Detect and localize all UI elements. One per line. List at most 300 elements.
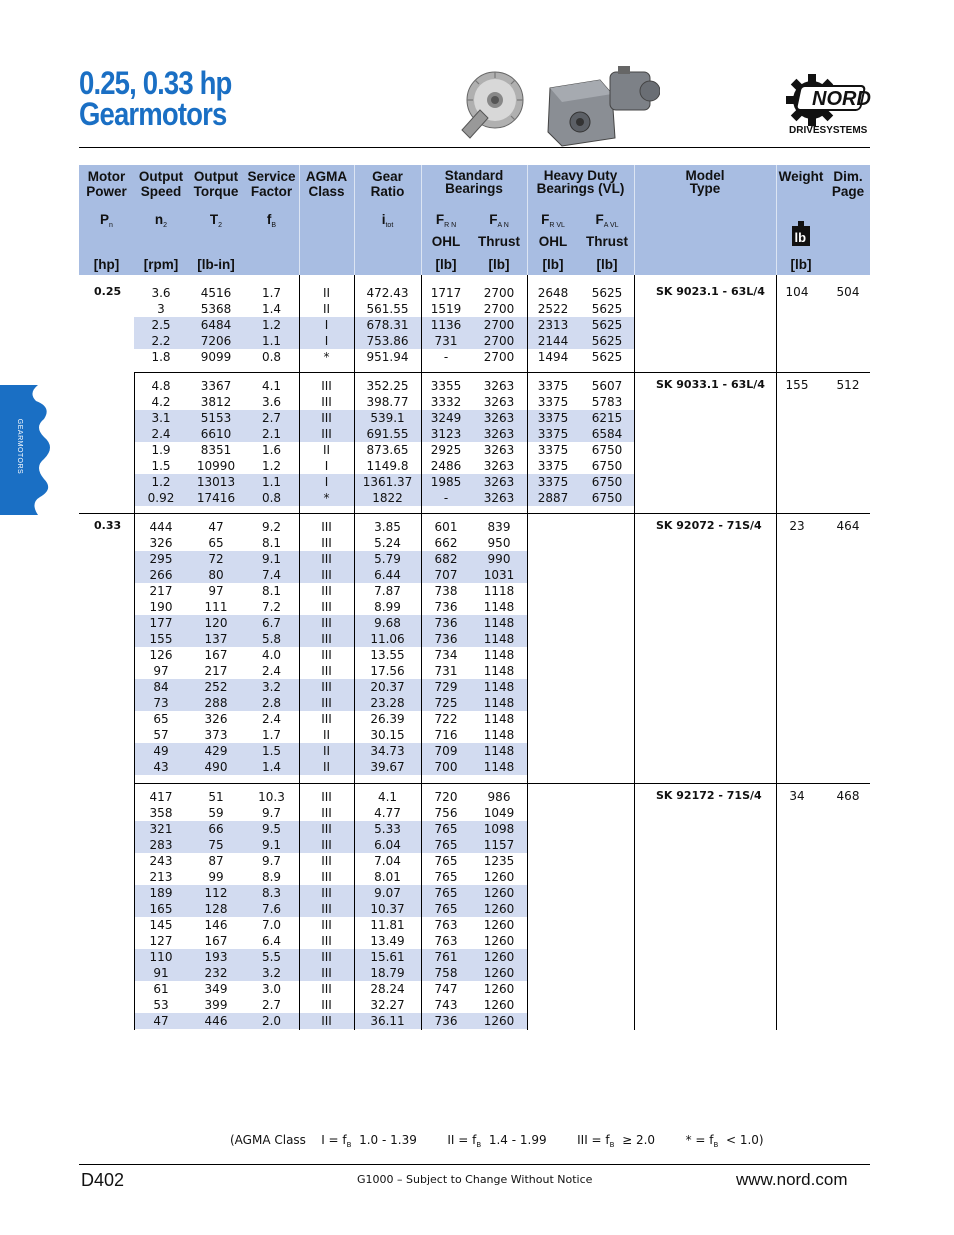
table-cell: 17416 [196,491,236,505]
symbol-itot: $i_{tot}$ [381,212,394,229]
header-weight: Weight [778,169,824,184]
table-cell: 99 [208,870,224,884]
table-cell: 7.04 [374,854,401,868]
table-cell: 352.25 [366,379,409,393]
table-cell: 18.79 [370,966,405,980]
dim-page-value: 468 [836,789,860,803]
table-cell: 321 [149,822,173,836]
table-cell: 429 [204,744,228,758]
table-cell: 0.8 [261,491,282,505]
table-cell: 1260 [483,902,515,916]
header-ohl-vl: OHL [538,234,568,249]
table-cell: 3375 [537,475,569,489]
bottom-rule [79,1164,870,1165]
table-cell: III [321,966,332,980]
weight-value: 34 [789,789,805,803]
table-cell: 2925 [430,443,462,457]
table-cell: 97 [208,584,224,598]
side-tab [12,395,26,505]
table-cell: 716 [434,728,458,742]
table-cell: 65 [153,712,169,726]
table-cell: 700 [434,760,458,774]
header-agma-class: AGMA Class [305,169,348,199]
table-cell: 1260 [483,886,515,900]
table-cell: 3.6 [151,286,171,300]
symbol-favl: $F_{A VL}$ [595,212,619,229]
weight-value: 155 [785,378,809,392]
header-dim-page: Dim. Page [831,169,865,199]
table-cell: 1235 [483,854,515,868]
table-cell: 145 [149,918,173,932]
table-cell: 1.4 [261,760,282,774]
table-cell: 146 [204,918,228,932]
table-cell: 20.37 [370,680,405,694]
table-cell: 3123 [430,427,462,441]
table-cell: 17.56 [370,664,405,678]
table-cell: 5.8 [261,632,282,646]
table-cell: 731 [434,334,458,348]
table-cell: 399 [204,998,228,1012]
table-cell: 5.5 [261,950,282,964]
table-cell: 1.2 [261,459,282,473]
symbol-t2: $T_2$ [209,212,223,229]
table-cell: 1260 [483,982,515,996]
table-cell: 10990 [196,459,236,473]
table-cell: III [321,918,332,932]
table-cell: 417 [149,790,173,804]
table-cell: 326 [149,536,173,550]
table-cell: 4.8 [151,379,171,393]
table-cell: 6750 [591,443,623,457]
table-cell: 1148 [483,600,515,614]
table-cell: 5625 [591,302,623,316]
table-cell: 1.5 [261,744,282,758]
table-cell: 1.9 [151,443,171,457]
table-cell: 65 [208,536,224,550]
page-title [79,65,337,132]
table-cell: III [321,870,332,884]
table-cell: 6750 [591,459,623,473]
table-cell: 8351 [200,443,232,457]
table-cell: 2313 [537,318,569,332]
table-cell: III [321,790,332,804]
table-cell: 5153 [200,411,232,425]
table-cell: 753.86 [366,334,409,348]
table-cell: III [321,998,332,1012]
table-cell: 765 [434,854,458,868]
table-cell: 126 [149,648,173,662]
table-cell: 3812 [200,395,232,409]
table-cell: 8.99 [374,600,401,614]
table-cell: 2.2 [151,334,171,348]
table-cell: 1031 [483,568,515,582]
table-cell: 2.8 [261,696,282,710]
column-divider [354,275,355,1030]
table-cell: 1118 [483,584,515,598]
table-cell: 6750 [591,491,623,505]
table-cell: 57 [153,728,169,742]
table-cell: 5.79 [374,552,401,566]
table-cell: 3263 [483,427,515,441]
table-cell: 678.31 [366,318,409,332]
table-cell: 720 [434,790,458,804]
unit-lb-thrust-vl: [lb] [596,257,618,272]
table-cell: 765 [434,886,458,900]
table-cell: 2700 [483,302,515,316]
top-rule [79,147,870,148]
table-cell: 3375 [537,459,569,473]
table-cell: 213 [149,870,173,884]
table-cell: 53 [153,998,169,1012]
table-cell: 217 [204,664,228,678]
table-cell: 3.2 [261,680,282,694]
table-cell: 1.1 [261,475,282,489]
table-cell: II [322,302,331,316]
table-cell: III [321,854,332,868]
table-cell: 951.94 [366,350,409,364]
table-cell: 1148 [483,616,515,630]
table-cell: III [321,520,332,534]
table-cell: 326 [204,712,228,726]
svg-text:lb: lb [794,230,807,245]
table-cell: 736 [434,1014,458,1028]
table-cell: 691.55 [366,427,409,441]
table-cell: 662 [434,536,458,550]
weight-value: 104 [785,285,809,299]
side-tab-shape [0,385,55,515]
table-cell: 1260 [483,966,515,980]
gearmotor-image [548,66,660,146]
table-cell: 13.49 [370,934,405,948]
table-cell: 2.5 [151,318,171,332]
table-cell: 6.7 [261,616,282,630]
table-cell: 120 [204,616,228,630]
table-cell: 472.43 [366,286,409,300]
table-cell: III [321,616,332,630]
table-cell: III [321,552,332,566]
table-cell: 5368 [200,302,232,316]
table-cell: 731 [434,664,458,678]
table-cell: 4.0 [261,648,282,662]
unit-lb-in: [lb-in] [197,257,235,272]
table-cell: 4.2 [151,395,171,409]
table-cell: 1260 [483,870,515,884]
header-divider [634,165,635,275]
table-cell: 758 [434,966,458,980]
table-cell: 873.65 [366,443,409,457]
table-cell: III [321,696,332,710]
table-cell: 1.7 [261,728,282,742]
table-cell: II [322,744,331,758]
table-cell: 765 [434,902,458,916]
table-cell: 1260 [483,934,515,948]
table-cell: 112 [204,886,228,900]
table-cell: 1136 [430,318,462,332]
table-cell: 7.0 [261,918,282,932]
table-cell: 9.68 [374,616,401,630]
table-cell: 736 [434,600,458,614]
model-type: SK 9023.1 - 63L/4 [656,285,765,298]
table-cell: 5625 [591,350,623,364]
table-cell: 177 [149,616,173,630]
table-cell: 2486 [430,459,462,473]
table-cell: 1148 [483,696,515,710]
table-cell: 2700 [483,334,515,348]
table-cell: 1985 [430,475,462,489]
page-number: D402 [81,1170,125,1190]
motor-power: 0.25 [94,285,122,298]
header-thrust-vl: Thrust [586,234,628,249]
table-cell: 34.73 [370,744,405,758]
footer-notice: G1000 – Subject to Change Without Notice [357,1173,593,1186]
unit-rpm: [rpm] [143,257,179,272]
heavy-duty-empty [527,519,634,775]
table-cell: 295 [149,552,173,566]
table-cell: 986 [487,790,511,804]
table-cell: 6750 [591,475,623,489]
table-cell: 3.2 [261,966,282,980]
table-cell: 217 [149,584,173,598]
table-cell: - [443,491,449,505]
symbol-n2: $n_2$ [154,212,168,229]
table-cell: 72 [208,552,224,566]
table-cell: 2144 [537,334,569,348]
table-cell: 1148 [483,664,515,678]
table-cell: 75 [208,838,224,852]
table-cell: 10.3 [258,790,285,804]
group-separator [134,372,870,373]
table-cell: 1717 [430,286,462,300]
header-thrust: Thrust [478,234,520,249]
table-cell: III [321,934,332,948]
table-cell: 0.92 [147,491,175,505]
table-cell: 1.5 [151,459,171,473]
dim-page-value: 464 [836,519,860,533]
table-cell: 2700 [483,318,515,332]
table-cell: 49 [153,744,169,758]
table-cell: 3367 [200,379,232,393]
table-cell: 3 [157,302,165,316]
website-link[interactable]: www.nord.com [736,1170,848,1189]
symbol-pn: $P_n$ [100,212,113,229]
table-cell: 167 [204,648,228,662]
table-cell: 7.2 [261,600,282,614]
table-cell: 1361.37 [362,475,413,489]
table-cell: 1.1 [261,334,282,348]
table-cell: 32.27 [370,998,405,1012]
table-cell: 9.07 [374,886,401,900]
table-cell: III [321,395,332,409]
table-cell: 3263 [483,475,515,489]
table-cell: I [324,459,329,473]
table-cell: 2.4 [261,712,282,726]
table-cell: 2522 [537,302,569,316]
table-cell: 765 [434,822,458,836]
table-cell: 283 [149,838,173,852]
table-cell: 61 [153,982,169,996]
table-cell: 26.39 [370,712,405,726]
header-divider [776,165,777,275]
table-cell: 30.15 [370,728,405,742]
table-cell: 1148 [483,712,515,726]
table-cell: 36.11 [370,1014,405,1028]
header-gear-ratio: Gear Ratio [370,169,405,199]
table-cell: 1519 [430,302,462,316]
table-cell: 84 [153,680,169,694]
table-cell: 155 [149,632,173,646]
table-cell: * [323,491,330,505]
table-cell: 6.04 [374,838,401,852]
table-cell: 5.33 [374,822,401,836]
table-cell: 1148 [483,648,515,662]
table-cell: 490 [204,760,228,774]
table-cell: III [321,379,332,393]
header-standard-bearings: Standard Bearings [444,168,504,196]
table-cell: 839 [487,520,511,534]
table-cell: 6.4 [261,934,282,948]
table-cell: 3263 [483,443,515,457]
bevel-gear-image [462,72,523,138]
title-line-2: Gearmotors [79,96,227,132]
table-cell: 2887 [537,491,569,505]
table-cell: 398.77 [366,395,409,409]
table-cell: 7.4 [261,568,282,582]
table-cell: III [321,822,332,836]
table-cell: 5783 [591,395,623,409]
table-cell: 736 [434,616,458,630]
table-cell: III [321,648,332,662]
table-cell: 97 [153,664,169,678]
table-cell: 682 [434,552,458,566]
table-cell: 3263 [483,395,515,409]
table-cell: 2.4 [261,664,282,678]
header-output-torque: Output Torque [193,169,239,199]
model-type: SK 9033.1 - 63L/4 [656,378,765,391]
table-cell: 13.55 [370,648,405,662]
table-cell: 0.8 [261,350,282,364]
header-service-factor: Service Factor [247,169,296,199]
table-cell: 765 [434,838,458,852]
table-cell: III [321,712,332,726]
table-cell: 3263 [483,459,515,473]
table-cell: 137 [204,632,228,646]
table-cell: 446 [204,1014,228,1028]
table-cell: 243 [149,854,173,868]
unit-hp: [hp] [93,257,120,272]
table-cell: 765 [434,870,458,884]
table-cell: 1.2 [261,318,282,332]
table-cell: 165 [149,902,173,916]
table-cell: 1260 [483,998,515,1012]
table-cell: 2.7 [261,998,282,1012]
table-cell: II [322,443,331,457]
table-cell: 15.61 [370,950,405,964]
table-cell: 66 [208,822,224,836]
table-cell: 3375 [537,443,569,457]
table-cell: 761 [434,950,458,964]
table-cell: 7206 [200,334,232,348]
table-cell: 763 [434,934,458,948]
table-cell: 1148 [483,632,515,646]
table-cell: 8.9 [261,870,282,884]
table-cell: 9.2 [261,520,282,534]
table-cell: 13013 [196,475,236,489]
table-cell: 80 [208,568,224,582]
table-cell: 990 [487,552,511,566]
table-cell: 3.85 [374,520,401,534]
table-cell: 736 [434,632,458,646]
table-cell: 2700 [483,286,515,300]
table-cell: 2700 [483,350,515,364]
table-cell: 2.0 [261,1014,282,1028]
table-cell: 51 [208,790,224,804]
table-cell: 3.6 [261,395,282,409]
table-cell: III [321,427,332,441]
table-cell: 8.01 [374,870,401,884]
table-cell: - [443,350,449,364]
table-cell: 3375 [537,395,569,409]
table-cell: 738 [434,584,458,598]
dim-page-value: 504 [836,285,860,299]
symbol-fan: $F_{A N}$ [489,212,509,229]
table-cell: 5.24 [374,536,401,550]
table-cell: 5607 [591,379,623,393]
table-cell: 722 [434,712,458,726]
symbol-fb: $f_B$ [266,212,277,229]
brand-subtitle: DRIVESYSTEMS [789,125,868,136]
table-cell: 373 [204,728,228,742]
table-cell: 734 [434,648,458,662]
table-cell: 252 [204,680,228,694]
table-cell: I [324,318,329,332]
table-cell: 5625 [591,286,623,300]
table-cell: 1.6 [261,443,282,457]
heavy-duty-empty [527,789,634,1029]
product-photos [440,60,660,150]
weight-icon [791,221,811,247]
table-cell: 6584 [591,427,623,441]
table-cell: 128 [204,902,228,916]
table-cell: 1157 [483,838,515,852]
header-motor-power: Motor Power [86,169,127,199]
table-cell: 3375 [537,427,569,441]
table-cell: 10.37 [370,902,405,916]
table-cell: 1049 [483,806,515,820]
table-cell: 9.7 [261,854,282,868]
column-divider [421,275,422,1030]
table-cell: 193 [204,950,228,964]
table-cell: 167 [204,934,228,948]
table-cell: I [324,475,329,489]
table-cell: 1.2 [151,475,171,489]
table-cell: 3375 [537,411,569,425]
table-cell: 743 [434,998,458,1012]
symbol-frvl: $F_{R VL}$ [541,212,565,229]
table-cell: 110 [149,950,173,964]
table-cell: 127 [149,934,173,948]
table-cell: 8.1 [261,536,282,550]
table-cell: 358 [149,806,173,820]
table-cell: 6484 [200,318,232,332]
table-cell: 87 [208,854,224,868]
table-cell: 266 [149,568,173,582]
agma-legend: (AGMA Class $I = f_B$ 1.0 - 1.39 II = $f_B$ 1.4 - 1.99 III = $f_B \ge 2.0$ * = $f_B < 1.0$) [230,1133,764,1149]
table-cell: 1260 [483,918,515,932]
table-cell: III [321,886,332,900]
table-cell: 3375 [537,379,569,393]
table-cell: 7.6 [261,902,282,916]
table-cell: II [322,728,331,742]
